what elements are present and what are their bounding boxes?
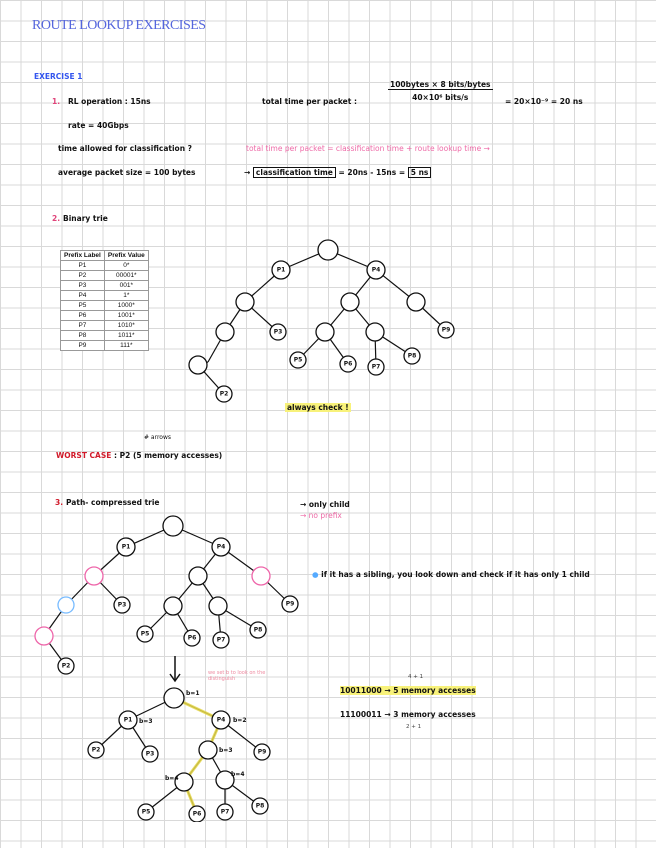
down-arrow-icon <box>168 656 182 684</box>
prefix-value-cell: 1011* <box>104 331 148 341</box>
prefix-label-cell: P7 <box>61 321 105 331</box>
sibling-note-text: if it has a sibling, you look down and check if it has only 1 child <box>321 570 590 579</box>
prefix-value-cell: 00001* <box>104 271 148 281</box>
binary-trie-diagram <box>180 232 470 408</box>
classification-time-box: classification time <box>253 167 336 178</box>
prefix-value-header: Prefix Value <box>104 251 148 261</box>
ex1-number: 1. <box>52 97 61 106</box>
node-label: P9 <box>285 600 295 608</box>
b-label: b=3 <box>219 747 233 754</box>
node-label: P3 <box>117 601 127 609</box>
node-label: P2 <box>61 662 71 670</box>
prefix-table-row <box>61 311 149 321</box>
trie-node <box>216 323 234 341</box>
node-label: P4 <box>371 266 381 274</box>
prefix-label-cell: P2 <box>61 271 105 281</box>
pc-node <box>209 597 227 615</box>
prefix-label-cell: P5 <box>61 301 105 311</box>
node-label: P8 <box>407 352 417 360</box>
binary-trie-heading: Binary trie <box>63 214 108 223</box>
rl-operation: RL operation : 15ns <box>68 97 151 106</box>
node-label: P5 <box>141 808 151 816</box>
final-node <box>199 741 217 759</box>
trie-node <box>407 293 425 311</box>
prefix-table-row <box>61 271 149 281</box>
prefix-label-cell: P1 <box>61 261 105 271</box>
node-label: P8 <box>255 802 265 810</box>
prefix-value-cell: 1001* <box>104 311 148 321</box>
answer-box: 5 ns <box>408 167 432 178</box>
b-label: b=4 <box>231 771 245 778</box>
only-child-note: → only child <box>300 500 350 509</box>
node-label: P5 <box>140 630 150 638</box>
prefix-table-row <box>61 291 149 301</box>
worst-case-label: WORST CASE <box>56 451 112 460</box>
node-label: P6 <box>187 634 197 642</box>
trie-node <box>189 356 207 374</box>
pc-node <box>58 597 74 613</box>
rate: rate = 40Gbps <box>68 121 129 130</box>
prefix-label-cell: P3 <box>61 281 105 291</box>
trie-root-node <box>318 240 338 260</box>
total-time-label: total time per packet : <box>262 97 357 106</box>
node-label: P6 <box>192 810 202 818</box>
classification-line <box>244 168 431 177</box>
prefix-label-cell: P4 <box>61 291 105 301</box>
node-label: P1 <box>276 266 286 274</box>
prefix-table-row <box>61 301 149 311</box>
node-label: P7 <box>216 636 226 644</box>
prefix-table-row <box>61 331 149 341</box>
node-label: P2 <box>219 390 229 398</box>
prefix-label-cell: P9 <box>61 341 105 351</box>
trie-node <box>236 293 254 311</box>
always-check-highlight: always check ! <box>287 403 349 412</box>
node-label: P7 <box>371 363 381 371</box>
prefix-value-cell: 0* <box>104 261 148 271</box>
prefix-label-header: Prefix Label <box>61 251 105 261</box>
prefix-value-cell: 001* <box>104 281 148 291</box>
prefix-table-row <box>61 321 149 331</box>
prefix-table-row <box>61 281 149 291</box>
node-label: P8 <box>253 626 263 634</box>
prefix-label-cell: P6 <box>61 311 105 321</box>
node-label: P1 <box>121 543 131 551</box>
fraction-numerator: 100bytes × 8 bits/bytes <box>390 80 491 89</box>
fraction-denominator: 40×10⁶ bits/s <box>412 93 469 102</box>
worst-case-text: : P2 (5 memory accesses) <box>114 451 223 460</box>
arrow: → <box>244 168 251 177</box>
node-label: P4 <box>216 716 226 724</box>
b-label: b=3 <box>139 718 153 725</box>
sibling-note <box>312 570 590 579</box>
path-compressed-trie-diagram <box>28 512 318 680</box>
pc-root-node <box>163 516 183 536</box>
prefix-value-cell: 111* <box>104 341 148 351</box>
bullet-icon: ● <box>312 570 319 579</box>
pc-removed-node <box>85 567 103 585</box>
prefix-value-cell: 1000* <box>104 301 148 311</box>
node-label: P9 <box>441 326 451 334</box>
prefix-table <box>60 250 149 351</box>
compressed-final-trie-diagram <box>80 682 280 822</box>
access1-above: 4 + 1 <box>408 674 424 680</box>
node-label: P1 <box>123 716 133 724</box>
pc-node <box>189 567 207 585</box>
b-label: b=2 <box>233 717 247 724</box>
trie-node <box>366 323 384 341</box>
node-label: P4 <box>216 543 226 551</box>
path-compressed-heading: Path- compressed trie <box>66 498 160 507</box>
node-label: P9 <box>257 748 267 756</box>
access1-text: 10011000 → 5 memory accesses <box>340 686 476 695</box>
access2-text: 11100011 → 3 memory accesses <box>340 710 476 719</box>
always-check-note <box>285 403 351 412</box>
exercise-1-heading: EXERCISE 1 <box>34 72 83 81</box>
node-label: P3 <box>145 750 155 758</box>
pc-removed-node <box>252 567 270 585</box>
trie-node <box>341 293 359 311</box>
ex3-number: 3. <box>55 498 64 507</box>
prefix-table-row <box>61 341 149 351</box>
prefix-label-cell: P8 <box>61 331 105 341</box>
access2-below: 2 + 1 <box>406 724 422 730</box>
classification-calc: = 20ns - 15ns = <box>338 168 406 177</box>
total-time-fraction <box>388 80 493 102</box>
pc-removed-node <box>35 627 53 645</box>
b-label: b=1 <box>186 690 200 697</box>
time-allowed-question: time allowed for classification ? <box>58 144 192 153</box>
access-line-1 <box>340 686 476 695</box>
prefix-table-body <box>61 261 149 351</box>
prefix-value-cell: 1* <box>104 291 148 301</box>
page-title: ROUTE LOOKUP EXERCISES <box>32 18 206 33</box>
no-prefix-note: → no prefix <box>300 511 342 520</box>
prefix-table-row <box>61 261 149 271</box>
node-label: P7 <box>220 808 230 816</box>
prefix-value-cell: 1010* <box>104 321 148 331</box>
arrows-note: # arrows <box>144 434 172 441</box>
node-label: P2 <box>91 746 101 754</box>
formula-line: total time per packet = classification time + route lookup time → <box>246 144 490 153</box>
pc-node <box>164 597 182 615</box>
node-label: P3 <box>273 328 283 336</box>
ex2-number: 2. <box>52 214 61 223</box>
final-root-node <box>164 688 184 708</box>
node-label: P5 <box>293 356 303 364</box>
trie-node <box>316 323 334 341</box>
b-label: b=4 <box>165 775 179 782</box>
node-label: P6 <box>343 360 353 368</box>
small-b-note: we set b to look on the distinguish <box>208 670 266 682</box>
average-packet-size: average packet size = 100 bytes <box>58 168 196 177</box>
worst-case-line <box>56 451 222 460</box>
total-time-result: = 20×10⁻⁹ = 20 ns <box>505 97 583 106</box>
